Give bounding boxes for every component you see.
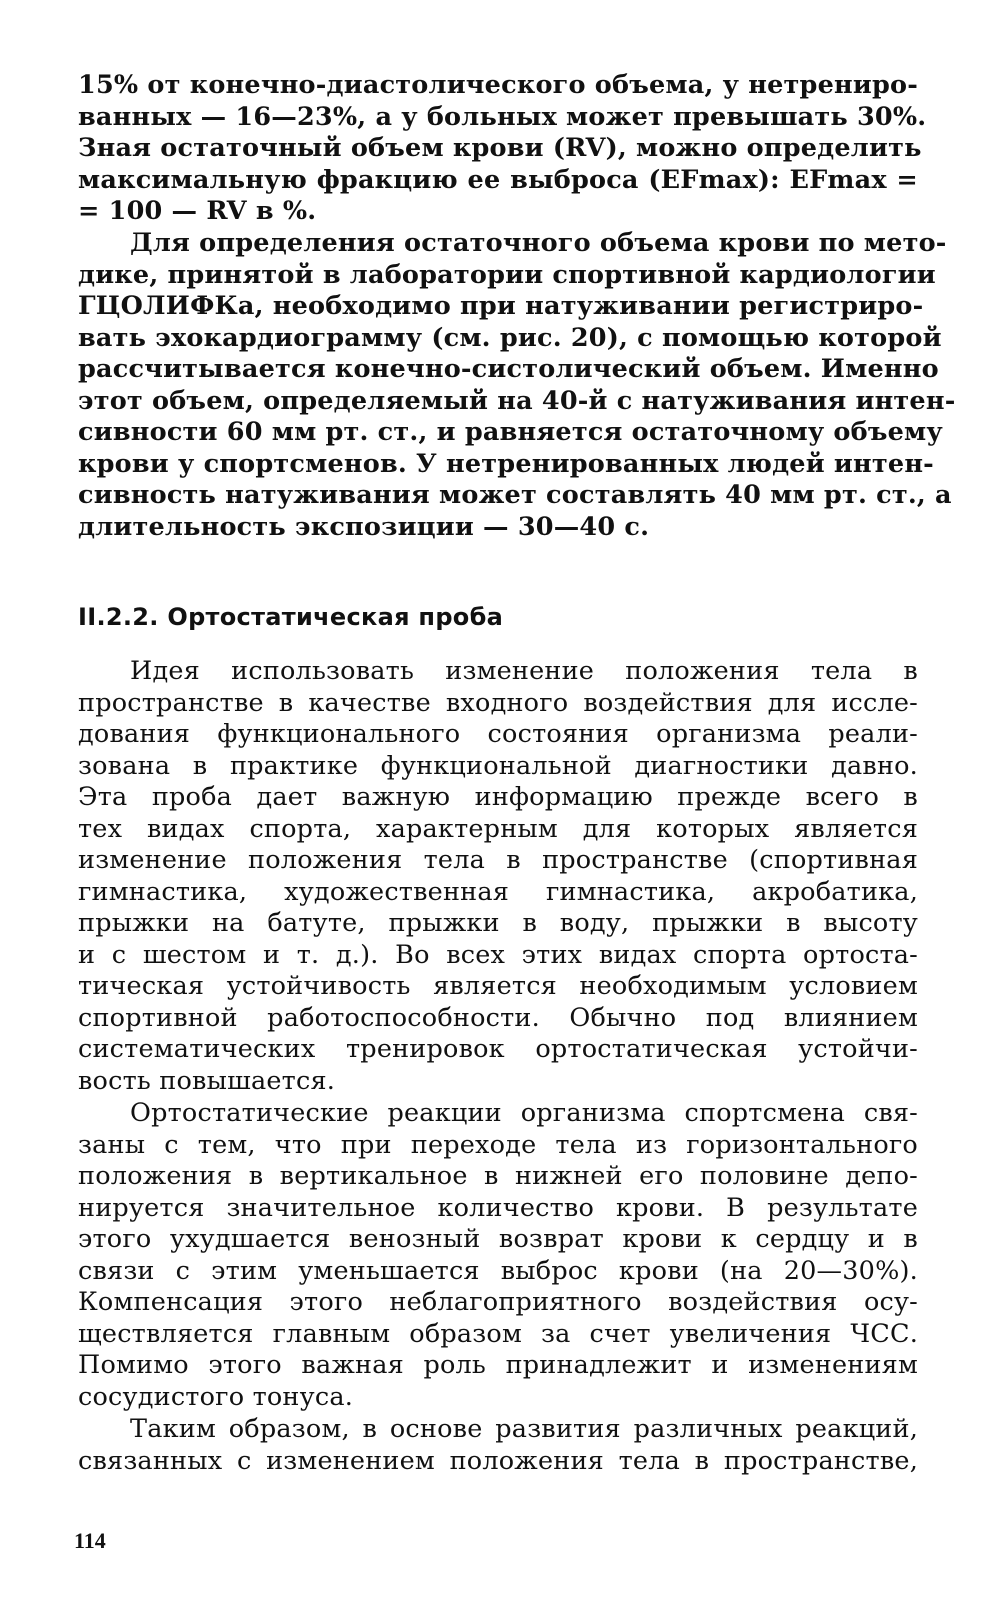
text-line: гимнастика, художественная гимнастика, акробатика, bbox=[78, 876, 918, 907]
text-line: тическая устойчивость является необходимым условием bbox=[78, 971, 918, 1001]
text-line: этот объем, определяемый на 40-й с натуживания интен- bbox=[78, 385, 956, 416]
text-line: 15% от конечно-диастолического объема, у нетрениро- bbox=[78, 70, 918, 100]
text-line: Зная остаточный объем крови (RV), можно определить bbox=[78, 133, 922, 163]
text-line: дования функционального состояния организма реали- bbox=[78, 719, 918, 749]
text-line: связи с этим уменьшается выброс крови (на 20—30%). bbox=[78, 1255, 918, 1286]
text-line: изменение положения тела в пространстве (спортивная bbox=[78, 845, 918, 875]
paragraph-orthostatic-reactions bbox=[78, 1098, 918, 1413]
text-line: крови у спортсменов. У нетренированных людей интен- bbox=[78, 448, 934, 479]
text-line: вость повышается. bbox=[78, 1065, 336, 1096]
text-line: прыжки на батуте, прыжки в воду, прыжки в высоту bbox=[78, 908, 918, 938]
text-line: спортивной работоспособности. Обычно под влиянием bbox=[78, 1002, 918, 1033]
text-line: ществляется главным образом за счет увеличения ЧСС. bbox=[78, 1318, 918, 1349]
text-line: ванных — 16—23%, а у больных может превышать 30%. bbox=[78, 101, 927, 132]
text-line: связанных с изменением положения тела в пространстве, bbox=[78, 1445, 918, 1476]
text-line: Помимо этого важная роль принадлежит и изменениям bbox=[78, 1350, 918, 1380]
text-line: вать эхокардиограмму (см. рис. 20), с помощью которой bbox=[78, 322, 942, 353]
text-line: тех видах спорта, характерным для которых является bbox=[78, 813, 918, 844]
text-line: сивность натуживания может составлять 40 мм рт. ст., а bbox=[78, 480, 952, 510]
paragraph-idea bbox=[78, 656, 918, 1097]
text-line: нируется значительное количество крови. В результате bbox=[78, 1192, 918, 1223]
page-number: 114 bbox=[74, 1528, 106, 1553]
text-line: = 100 — RV в %. bbox=[78, 196, 317, 226]
text-line: и с шестом и т. д.). Во всех этих видах спорта ортоста- bbox=[78, 939, 918, 970]
text-line: Компенсация этого неблагоприятного воздействия осу- bbox=[78, 1287, 918, 1317]
text-line: дике, принятой в лаборатории спортивной кардиологии bbox=[78, 259, 936, 290]
text-line: этого ухудшается венозный возврат крови к сердцу и в bbox=[78, 1224, 918, 1254]
text-line: Эта проба дает важную информацию прежде всего в bbox=[78, 782, 918, 812]
text-line: длительность экспозиции — 30—40 с. bbox=[78, 511, 650, 542]
section-heading: II.2.2. Ортостатическая проба bbox=[78, 603, 504, 631]
text-line: положения в вертикальное в нижней его половине депо- bbox=[78, 1161, 918, 1191]
text-line: Ортостатические реакции организма спортсмена свя- bbox=[130, 1098, 918, 1128]
text-line: рассчитывается конечно-систолический объем. Именно bbox=[78, 354, 939, 384]
text-line: систематических тренировок ортостатическая устойчи- bbox=[78, 1034, 918, 1064]
text-line: сосудистого тонуса. bbox=[78, 1381, 354, 1412]
paragraph-conclusion bbox=[78, 1414, 918, 1477]
text-line: максимальную фракцию ее выброса (EFmax): EFmax = bbox=[78, 164, 918, 195]
paragraph-ef-max bbox=[78, 70, 927, 228]
text-line: Идея использовать изменение положения тела в bbox=[130, 656, 918, 686]
text-line: Таким образом, в основе развития различных реакций, bbox=[130, 1414, 918, 1444]
paragraph-residual-volume bbox=[78, 228, 956, 543]
text-line: пространстве в качестве входного воздействия для иссле- bbox=[78, 687, 918, 718]
text-line: ГЦОЛИФКа, необходимо при натуживании регистриро- bbox=[78, 291, 924, 321]
text-line: зована в практике функциональной диагностики давно. bbox=[78, 750, 918, 781]
text-line: сивности 60 мм рт. ст., и равняется остаточному объему bbox=[78, 417, 943, 447]
text-line: заны с тем, что при переходе тела из горизонтального bbox=[78, 1129, 918, 1160]
text-line: Для определения остаточного объема крови по мето- bbox=[130, 228, 947, 258]
